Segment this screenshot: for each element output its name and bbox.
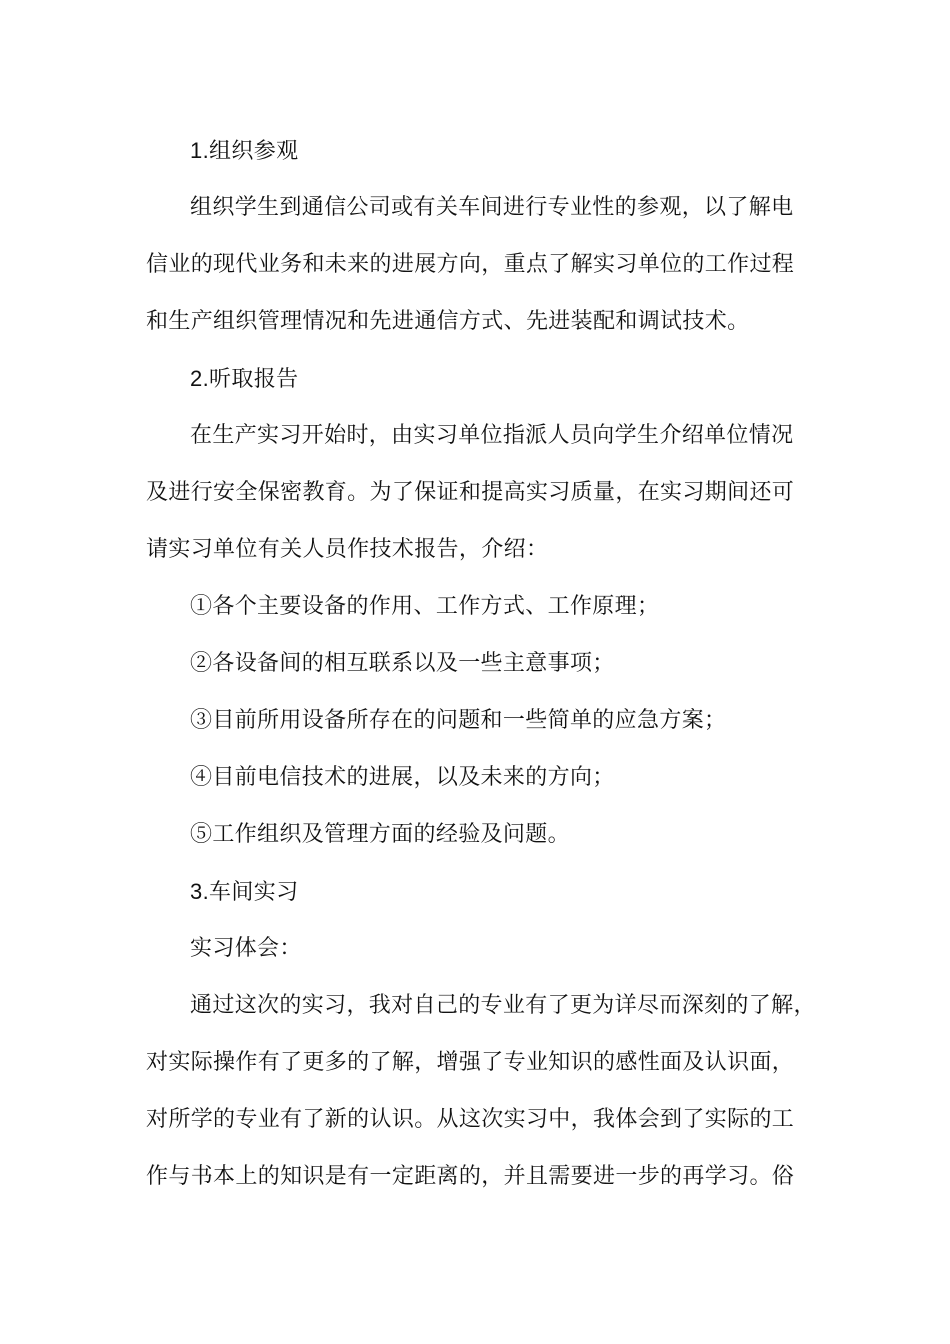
paragraph-line: 通过这次的实习，我对自己的专业有了更为详尽而深刻的了解，: [190, 993, 816, 1018]
paragraph-line: 和生产组织管理情况和先进通信方式、先进装配和调试技术。: [146, 309, 750, 334]
section-heading: 2.听取报告: [190, 366, 299, 391]
section-heading: 3.车间实习: [190, 879, 299, 904]
paragraph-line: 信业的现代业务和未来的进展方向，重点了解实习单位的工作过程: [146, 252, 795, 277]
paragraph-line: 对所学的专业有了新的认识。从这次实习中，我体会到了实际的工: [146, 1107, 795, 1132]
list-item: ⑤工作组织及管理方面的经验及问题。: [190, 822, 570, 847]
list-item: ①各个主要设备的作用、工作方式、工作原理；: [190, 594, 660, 619]
list-item: ④目前电信技术的进展，以及未来的方向；: [190, 765, 615, 790]
paragraph-line: 及进行安全保密教育。为了保证和提高实习质量，在实习期间还可: [146, 480, 795, 505]
paragraph-line: 对实际操作有了更多的了解，增强了专业知识的感性面及认识面，: [146, 1050, 795, 1075]
paragraph-line: 在生产实习开始时，由实习单位指派人员向学生介绍单位情况: [190, 423, 794, 448]
section-heading: 1.组织参观: [190, 138, 299, 163]
subheading: 实习体会：: [190, 936, 302, 961]
list-item: ③目前所用设备所存在的问题和一些简单的应急方案；: [190, 708, 727, 733]
list-item: ②各设备间的相互联系以及一些主意事项；: [190, 651, 615, 676]
paragraph-line: 作与书本上的知识是有一定距离的，并且需要进一步的再学习。俗: [146, 1164, 795, 1189]
paragraph-line: 请实习单位有关人员作技术报告，介绍：: [146, 537, 549, 562]
paragraph-line: 组织学生到通信公司或有关车间进行专业性的参观，以了解电: [190, 195, 794, 220]
